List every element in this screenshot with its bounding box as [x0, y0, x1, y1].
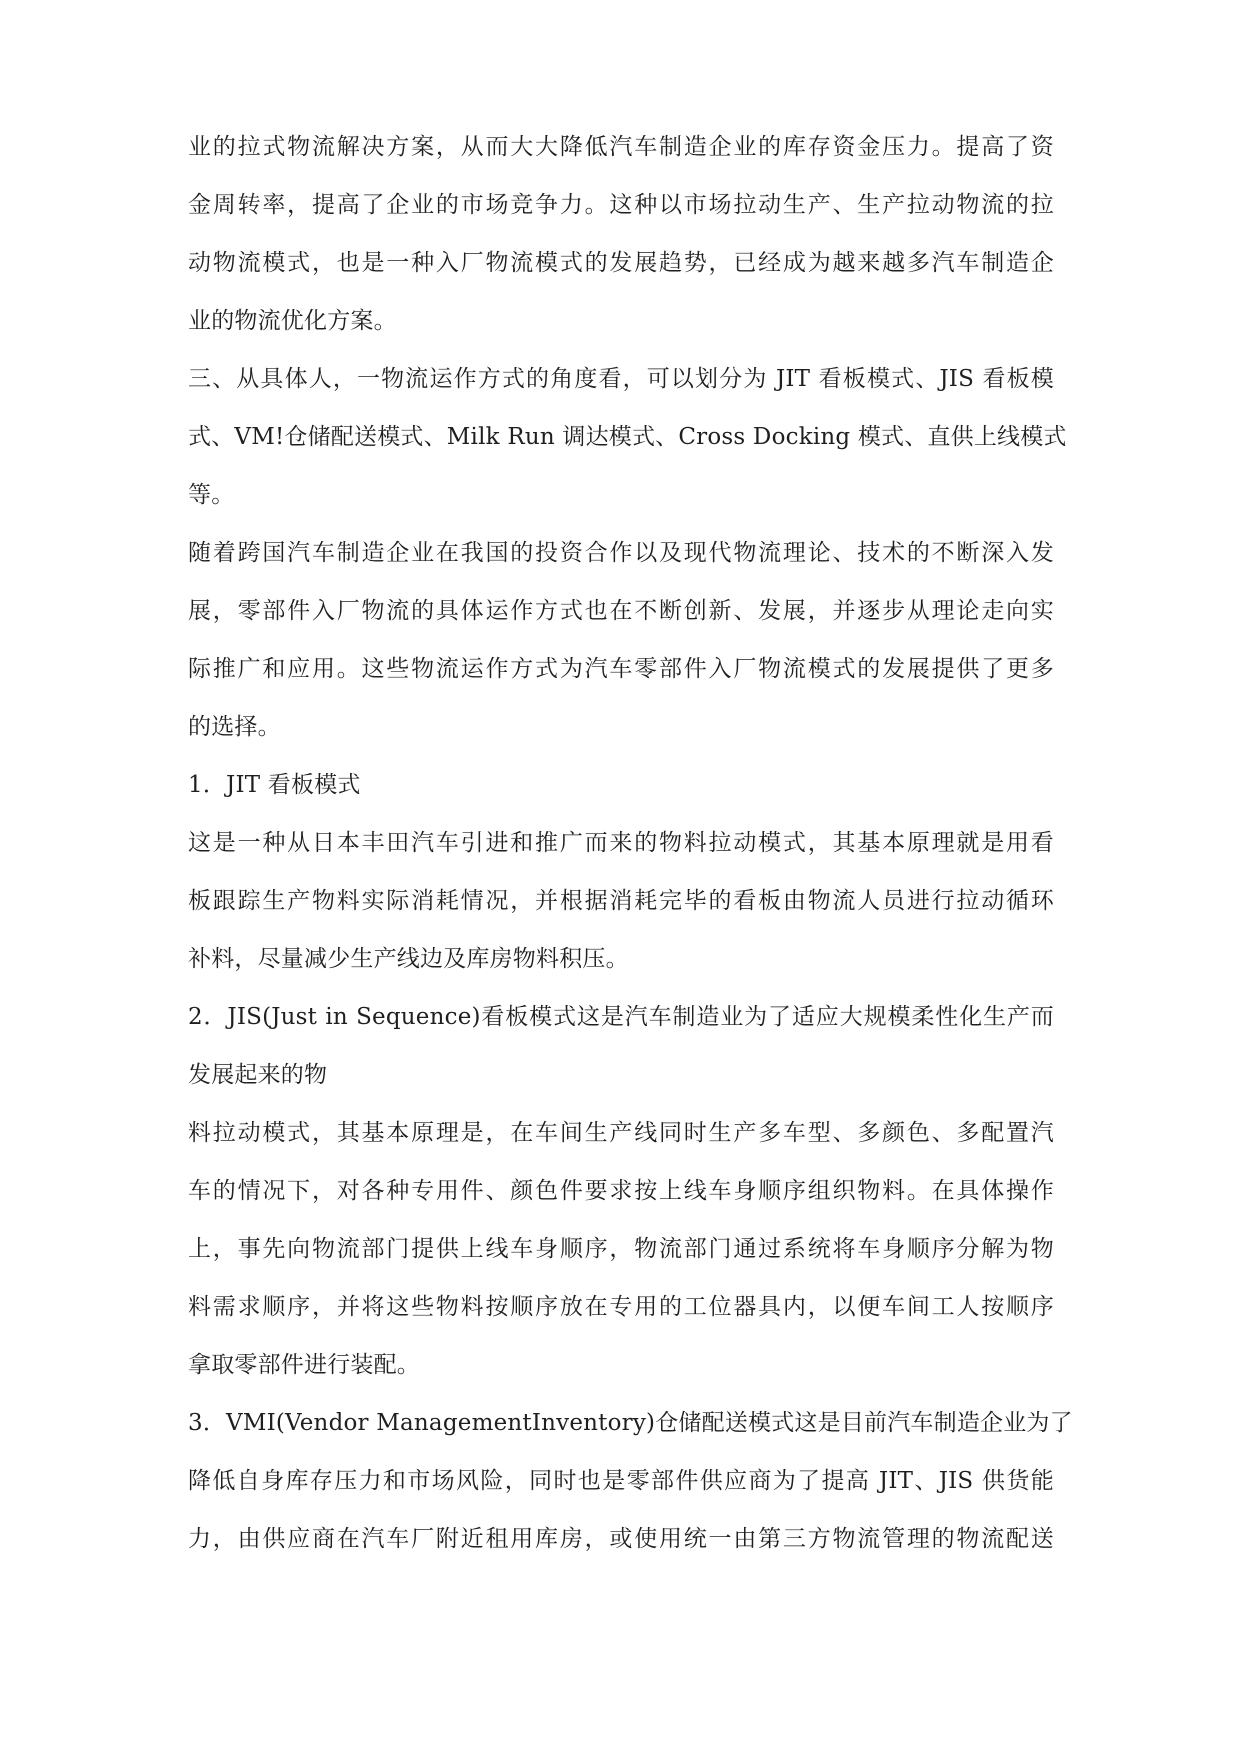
text-line: 业的物流优化方案。: [188, 308, 397, 334]
text-line: 际推广和应用。这些物流运作方式为汽车零部件入厂物流模式的发展提供了更多: [188, 656, 1054, 682]
text-line: 等。: [188, 482, 235, 508]
text-line: 的选择。: [188, 714, 281, 740]
text-line: 业的拉式物流解决方案，从而大大降低汽车制造企业的库存资金压力。提高了资: [188, 134, 1054, 160]
text-line: 上，事先向物流部门提供上线车身顺序，物流部门通过系统将车身顺序分解为物: [188, 1236, 1054, 1262]
text-line: 拿取零部件进行装配。: [188, 1352, 420, 1378]
text-line: 这是一种从日本丰田汽车引进和推广而来的物料拉动模式，其基本原理就是用看: [188, 830, 1054, 856]
text-line: 2．JIS(Just in Sequence)看板模式这是汽车制造业为了适应大规模柔性化生产而: [188, 1004, 1054, 1030]
text-line: 3．VMI(Vendor ManagementInventory)仓储配送模式这是目前汽车制造企业为了: [188, 1410, 1073, 1436]
body-text: [188, 118, 1073, 1568]
text-line: 金周转率，提高了企业的市场竞争力。这种以市场拉动生产、生产拉动物流的拉: [188, 192, 1054, 218]
text-line: 式、VM!仓储配送模式、Milk Run 调达模式、Cross Docking 模式、直供上线模式: [188, 424, 1067, 450]
text-line: 随着跨国汽车制造企业在我国的投资合作以及现代物流理论、技术的不断深入发: [188, 540, 1054, 566]
text-line: 车的情况下，对各种专用件、颜色件要求按上线车身顺序组织物料。在具体操作: [188, 1178, 1054, 1204]
text-line: 料拉动模式，其基本原理是，在车间生产线同时生产多车型、多颜色、多配置汽: [188, 1120, 1054, 1146]
text-line: 动物流模式，也是一种入厂物流模式的发展趋势，已经成为越来越多汽车制造企: [188, 250, 1054, 276]
text-line: 三、从具体人，一物流运作方式的角度看，可以划分为 JIT 看板模式、JIS 看板模: [188, 366, 1054, 392]
text-line: 补料，尽量减少生产线边及库房物料积压。: [188, 946, 629, 972]
text-line: 1．JIT 看板模式: [188, 772, 361, 798]
text-line: 展，零部件入厂物流的具体运作方式也在不断创新、发展，并逐步从理论走向实: [188, 598, 1054, 624]
text-line: 料需求顺序，并将这些物料按顺序放在专用的工位器具内，以便车间工人按顺序: [188, 1294, 1054, 1320]
text-line: 发展起来的物: [188, 1062, 328, 1088]
text-line: 板跟踪生产物料实际消耗情况，并根据消耗完毕的看板由物流人员进行拉动循环: [188, 888, 1054, 914]
text-line: 降低自身库存压力和市场风险，同时也是零部件供应商为了提高 JIT、JIS 供货能: [188, 1468, 1054, 1494]
text-line: 力，由供应商在汽车厂附近租用库房，或使用统一由第三方物流管理的物流配送: [188, 1526, 1054, 1552]
